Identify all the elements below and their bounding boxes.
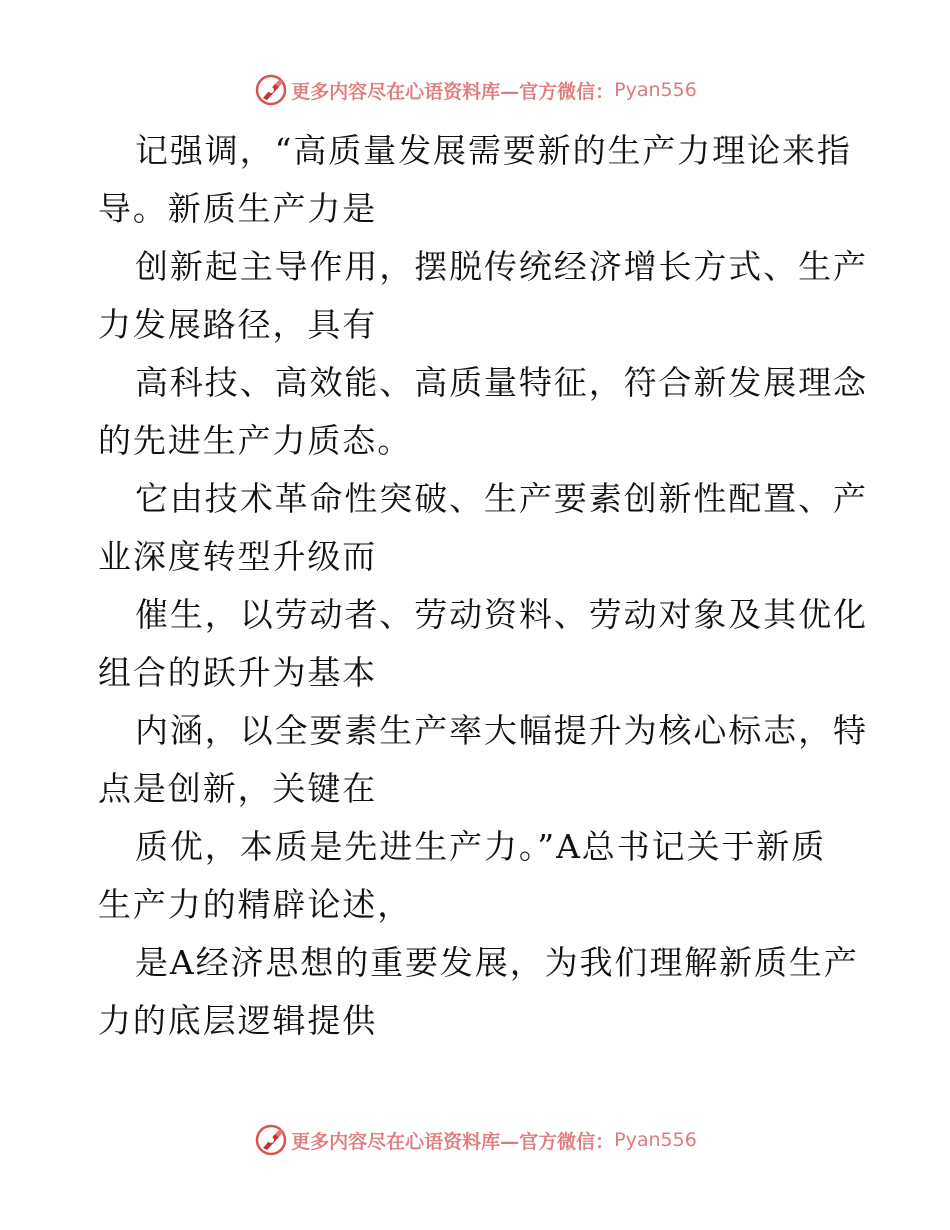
body-text-line: 生产力的精辟论述， — [98, 885, 413, 924]
body-text-line: 它由技术革命性突破、生产要素创新性配置、产 — [135, 479, 868, 518]
body-text-line: 组合的跃升为基本 — [98, 653, 378, 692]
body-text-line: 记强调，“高质量发展需要新的生产力理论来指 — [135, 131, 852, 170]
body-text-line: 的先进生产力质态。 — [98, 421, 413, 460]
body-text-line: 高科技、高效能、高质量特征，符合新发展理念 — [135, 363, 868, 402]
document-body — [98, 122, 868, 1050]
body-text-line: 创新起主导作用，摆脱传统经济增长方式、生产 — [135, 247, 868, 286]
body-text-line: 是A经济思想的重要发展，为我们理解新质生产 — [135, 943, 859, 982]
banner-text: 更多内容尽在心语资料库—官方微信： — [291, 1130, 615, 1153]
body-text-line: 导。新质生产力是 — [98, 189, 378, 228]
body-text-line: 点是创新，关键在 — [98, 769, 378, 808]
page-header-banner — [0, 70, 950, 110]
page-footer-banner — [0, 1120, 950, 1160]
body-text-line: 内涵，以全要素生产率大幅提升为核心标志，特 — [135, 711, 868, 750]
pen-circle-logo-icon — [253, 1122, 289, 1158]
body-text-line: 力发展路径，具有 — [98, 305, 378, 344]
banner-wechat-id: Pyan556 — [614, 79, 697, 101]
banner-text: 更多内容尽在心语资料库—官方微信： — [291, 80, 615, 103]
banner-wechat-id: Pyan556 — [614, 1129, 697, 1151]
body-text-line: 业深度转型升级而 — [98, 537, 378, 576]
pen-circle-logo-icon — [253, 72, 289, 108]
body-text-line: 催生，以劳动者、劳动资料、劳动对象及其优化 — [135, 595, 868, 634]
body-text-line: 质优，本质是先进生产力。”A总书记关于新质 — [135, 827, 827, 866]
body-text-line: 力的底层逻辑提供 — [98, 1001, 378, 1040]
